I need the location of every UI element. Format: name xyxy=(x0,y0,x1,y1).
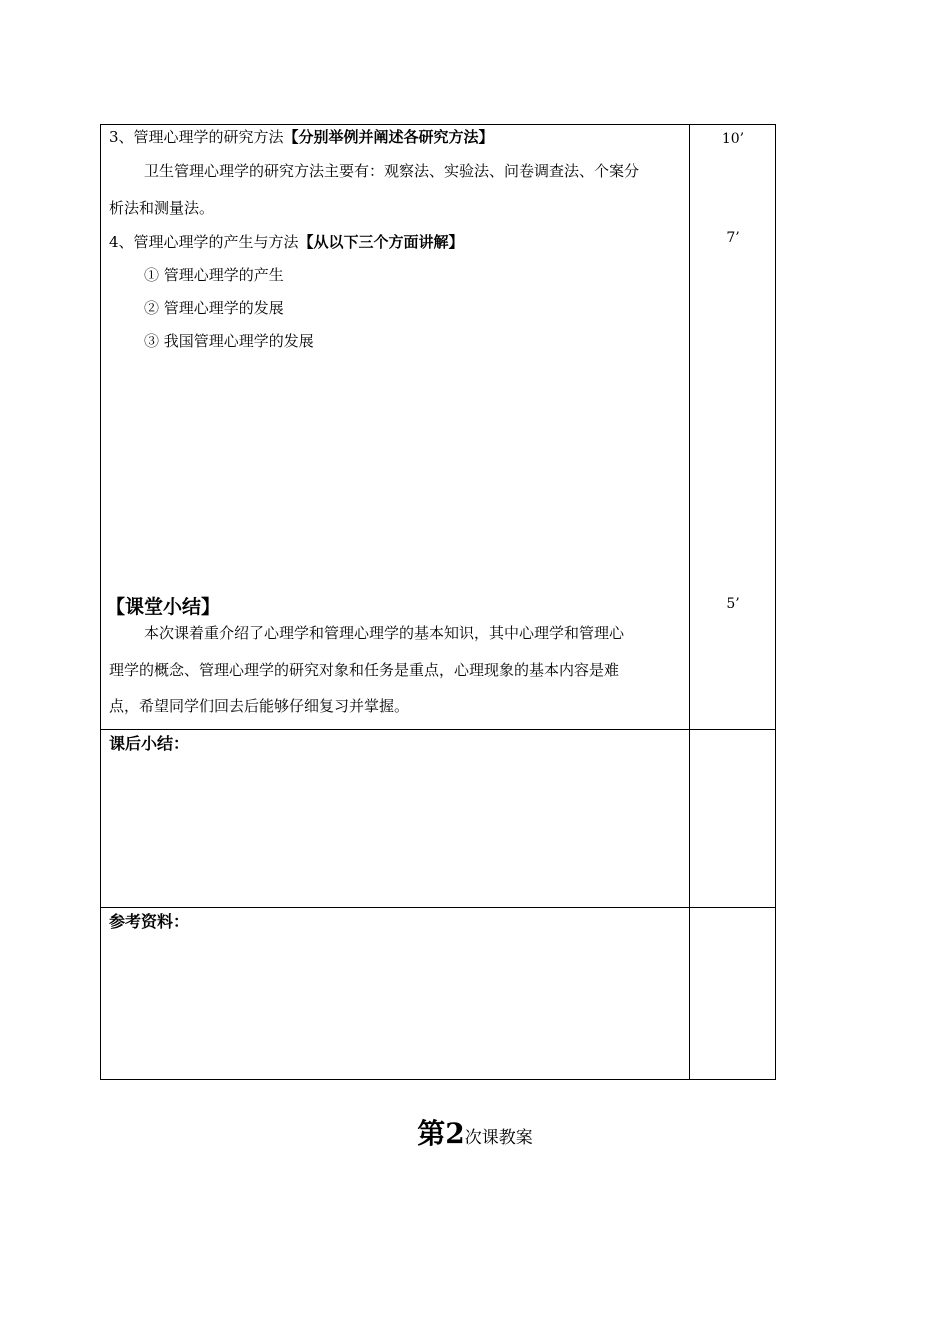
item3-body-line2: 析法和测量法。 xyxy=(109,199,215,217)
time-item3: 10’ xyxy=(721,131,745,147)
summary-line-2: 理学的概念、管理心理学的研究对象和任务是重点，心理现象的基本内容是难 xyxy=(109,661,620,679)
lesson-number-title xyxy=(0,1112,950,1152)
row-divider-1 xyxy=(100,729,776,730)
item3-heading: 3、管理心理学的研究方法【分别举例并阐述各研究方法】 xyxy=(109,128,494,146)
table-border-left xyxy=(100,124,101,1080)
title-prefix: 第 xyxy=(417,1117,446,1150)
summary-line-3: 点，希望同学们回去后能够仔细复习并掌握。 xyxy=(109,697,410,715)
title-number: 2 xyxy=(445,1117,465,1150)
item4-point-1: ① 管理心理学的产生 xyxy=(144,266,284,284)
item4-point-3: ③ 我国管理心理学的发展 xyxy=(144,332,314,350)
item4-point-2: ② 管理心理学的发展 xyxy=(144,299,284,317)
after-class-summary-label: 课后小结： xyxy=(109,734,190,753)
item4-heading: 4、管理心理学的产生与方法【从以下三个方面讲解】 xyxy=(109,233,464,251)
summary-heading: 【课堂小结】 xyxy=(106,596,221,618)
time-item4: 7’ xyxy=(726,230,740,246)
summary-line-1: 本次课着重介绍了心理学和管理心理学的基本知识，其中心理学和管理心 xyxy=(144,624,625,642)
table-border-top xyxy=(100,124,776,125)
references-label: 参考资料： xyxy=(109,912,190,931)
title-suffix: 次课教案 xyxy=(464,1128,533,1148)
table-border-bottom xyxy=(100,1079,776,1080)
time-summary: 5’ xyxy=(726,596,740,612)
row-divider-2 xyxy=(100,907,776,908)
item3-body-line1: 卫生管理心理学的研究方法主要有：观察法、实验法、问卷调查法、个案分 xyxy=(144,162,640,180)
